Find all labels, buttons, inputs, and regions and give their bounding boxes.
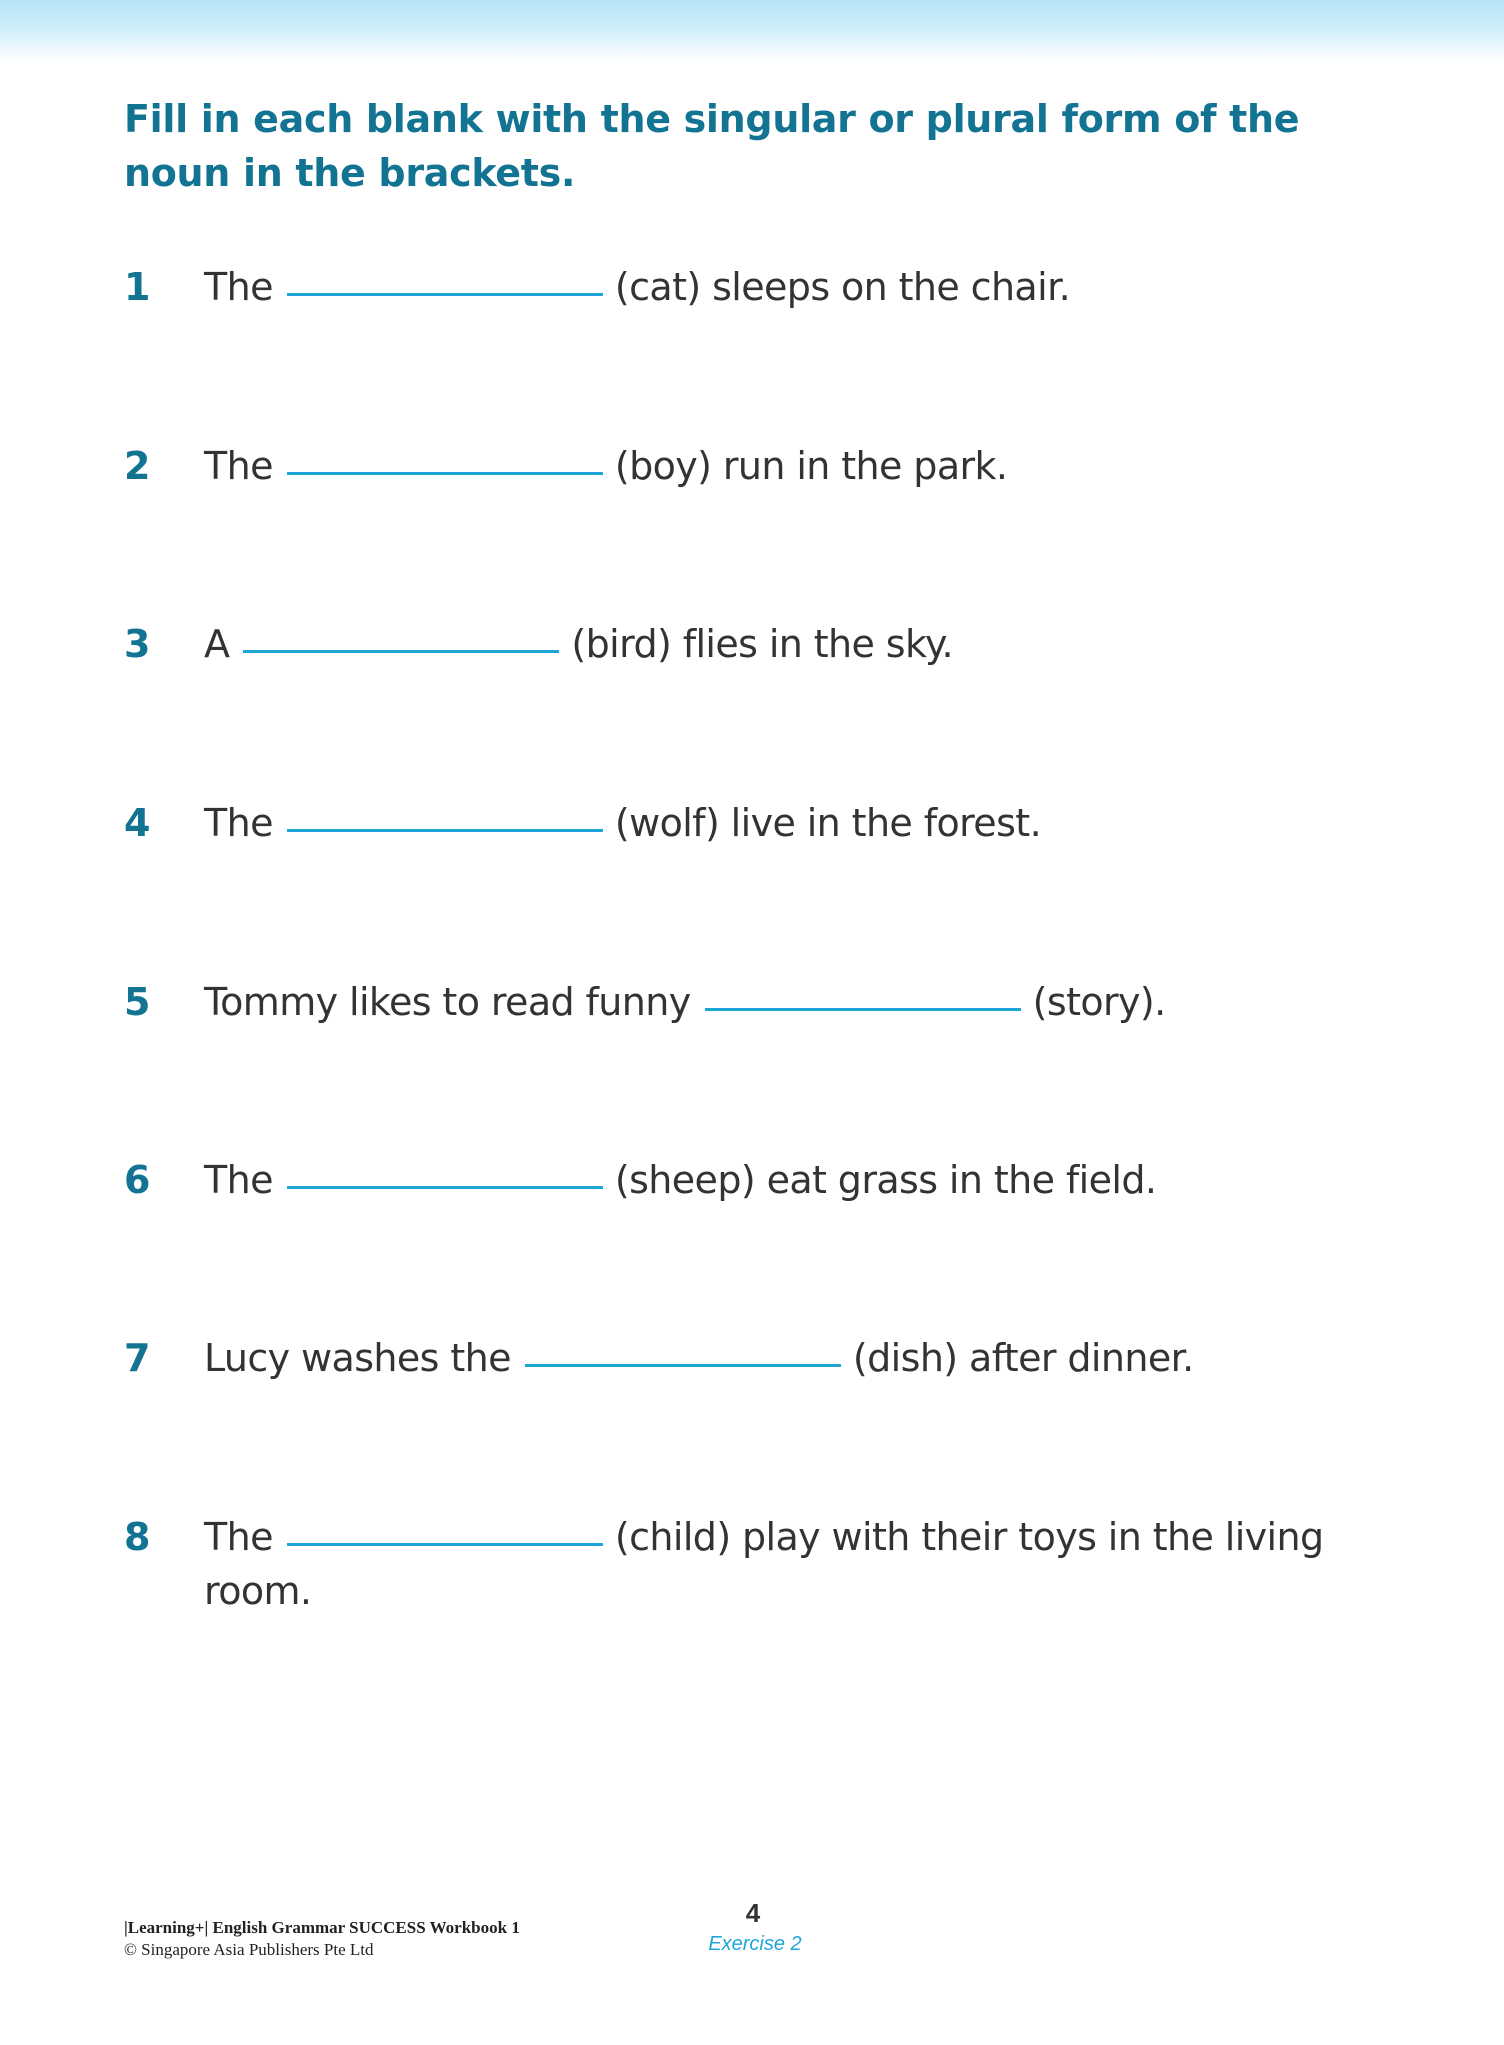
answer-blank-3[interactable] [243,650,559,653]
question-suffix: (cat) sleeps on the chair. [614,265,1071,309]
question-prefix: The [204,444,273,488]
answer-blank-1[interactable] [287,293,603,296]
question-prefix: Lucy washes the [204,1336,511,1380]
question-suffix: (dish) after dinner. [852,1336,1194,1380]
answer-blank-8[interactable] [287,1543,603,1546]
question-number: 2 [124,444,150,488]
question-suffix: (boy) run in the park. [614,444,1008,488]
question-suffix: (sheep) eat grass in the field. [614,1158,1157,1202]
instruction-heading: Fill in each blank with the singular or plural form of the noun in the brackets. [124,97,1300,195]
question-prefix: The [204,801,273,845]
question-prefix: Tommy likes to read funny [204,980,691,1024]
question-suffix: (story). [1032,980,1166,1024]
question-number: 8 [124,1515,150,1559]
question-prefix: The [204,1158,273,1202]
answer-blank-5[interactable] [705,1008,1021,1011]
page-number: 4 [745,1898,761,1928]
question-text [204,975,1404,1029]
question-prefix: A [204,622,230,666]
question-number: 5 [124,980,150,1024]
question-text [204,1153,1404,1207]
question-prefix: The [204,265,273,309]
question-number: 1 [124,265,150,309]
question-prefix: The [204,1515,273,1559]
question-text [204,796,1404,850]
question-suffix: (wolf) live in the forest. [614,801,1042,845]
question-text [204,260,1404,314]
question-number: 7 [124,1336,150,1380]
question-suffix: (child) play with their toys in the living room. [204,1515,1324,1613]
copyright-notice: © Singapore Asia Publishers Pte Ltd [124,1940,374,1959]
question-text [204,439,1404,493]
exercise-label: Exercise 2 [708,1933,802,1955]
answer-blank-2[interactable] [287,472,603,475]
question-text [204,1510,1384,1618]
footer-publisher-info [124,1917,520,1961]
header-gradient-band [0,0,1504,62]
question-suffix: (bird) flies in the sky. [571,622,954,666]
book-title: |Learning+| English Grammar SUCCESS Workbook 1 [124,1918,520,1937]
question-number: 4 [124,801,150,845]
question-text [204,617,1404,671]
question-number: 6 [124,1158,150,1202]
answer-blank-7[interactable] [525,1364,841,1367]
question-number: 3 [124,622,150,666]
answer-blank-4[interactable] [287,829,603,832]
question-text [204,1331,1404,1385]
answer-blank-6[interactable] [287,1186,603,1189]
